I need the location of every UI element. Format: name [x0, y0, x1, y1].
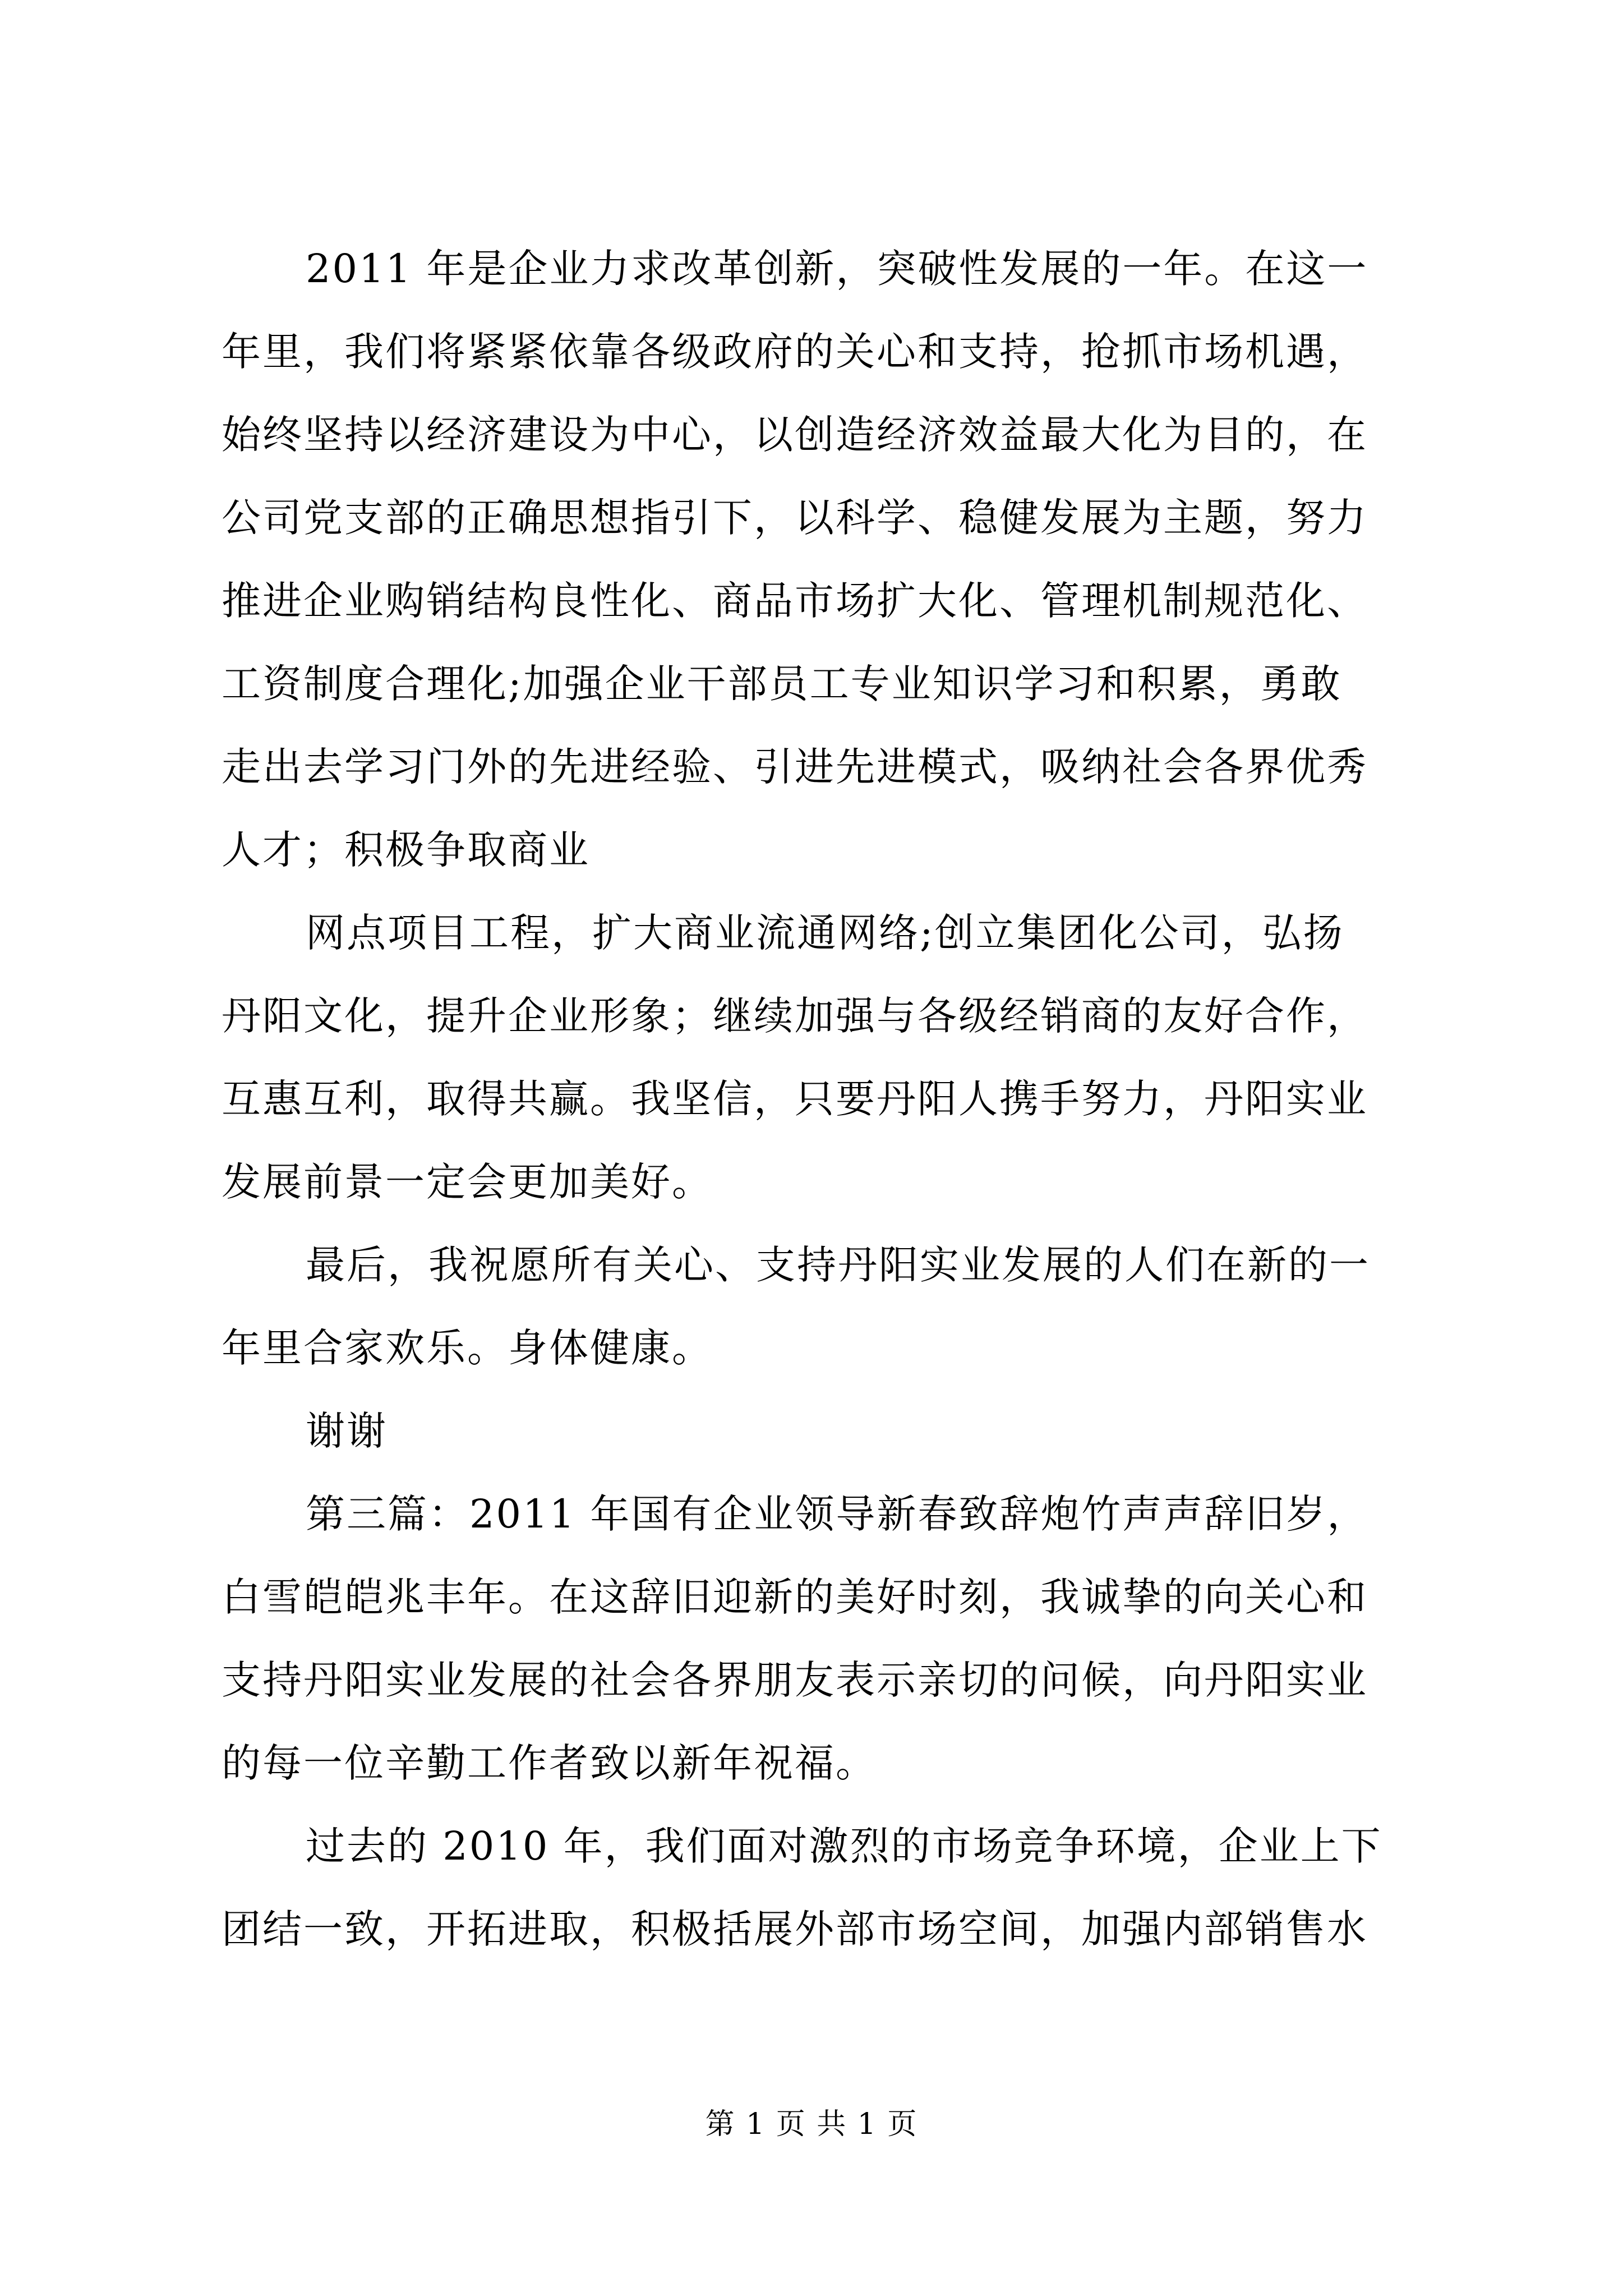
document-body [222, 227, 1402, 1971]
paragraph-5 [222, 1473, 1402, 1805]
paragraph-6 [222, 1805, 1402, 1971]
text-line: 互惠互利，取得共赢。我坚信，只要丹阳人携手努力，丹阳实业 [222, 1076, 1368, 1122]
text-line: 发展前景一定会更加美好。 [222, 1159, 713, 1205]
text-line: 谢谢 [306, 1408, 388, 1454]
text-line: 第三篇：2011 年国有企业领导新春致辞炮竹声声辞旧岁， [306, 1491, 1368, 1537]
page-footer: 第 1 页 共 1 页 [705, 2108, 918, 2141]
paragraph-1 [222, 227, 1402, 891]
text-line: 过去的 2010 年，我们面对激烈的市场竞争环境，企业上下 [306, 1823, 1382, 1869]
paragraph-2 [222, 891, 1402, 1223]
text-line: 推进企业购销结构良性化、商品市场扩大化、管理机制规范化、 [222, 578, 1368, 624]
text-line: 最后，我祝愿所有关心、支持丹阳实业发展的人们在新的一 [306, 1242, 1370, 1288]
text-line: 工资制度合理化;加强企业干部员工专业知识学习和积累，勇敢 [222, 661, 1342, 707]
text-line: 白雪皑皑兆丰年。在这辞旧迎新的美好时刻，我诚挚的向关心和 [222, 1574, 1368, 1620]
text-line: 年里合家欢乐。身体健康。 [222, 1325, 713, 1371]
text-line: 2011 年是企业力求改革创新，突破性发展的一年。在这一 [306, 246, 1368, 292]
text-line: 支持丹阳实业发展的社会各界朋友表示亲切的问候，向丹阳实业 [222, 1657, 1368, 1703]
text-line: 人才；积极争取商业 [222, 827, 590, 873]
text-line: 丹阳文化，提升企业形象；继续加强与各级经销商的友好合作， [222, 993, 1368, 1039]
text-line: 年里，我们将紧紧依靠各级政府的关心和支持，抢抓市场机遇， [222, 329, 1368, 375]
paragraph-3 [222, 1223, 1402, 1389]
paragraph-4 [222, 1389, 1402, 1473]
text-line: 网点项目工程，扩大商业流通网络;创立集团化公司，弘扬 [306, 910, 1344, 956]
text-line: 团结一致，开拓进取，积极括展外部市场空间，加强内部销售水 [222, 1906, 1368, 1952]
text-line: 公司党支部的正确思想指引下，以科学、稳健发展为主题，努力 [222, 495, 1368, 541]
text-line: 始终坚持以经济建设为中心，以创造经济效益最大化为目的，在 [222, 412, 1368, 458]
text-line: 走出去学习门外的先进经验、引进先进模式，吸纳社会各界优秀 [222, 744, 1368, 790]
text-line: 的每一位辛勤工作者致以新年祝福。 [222, 1740, 877, 1786]
